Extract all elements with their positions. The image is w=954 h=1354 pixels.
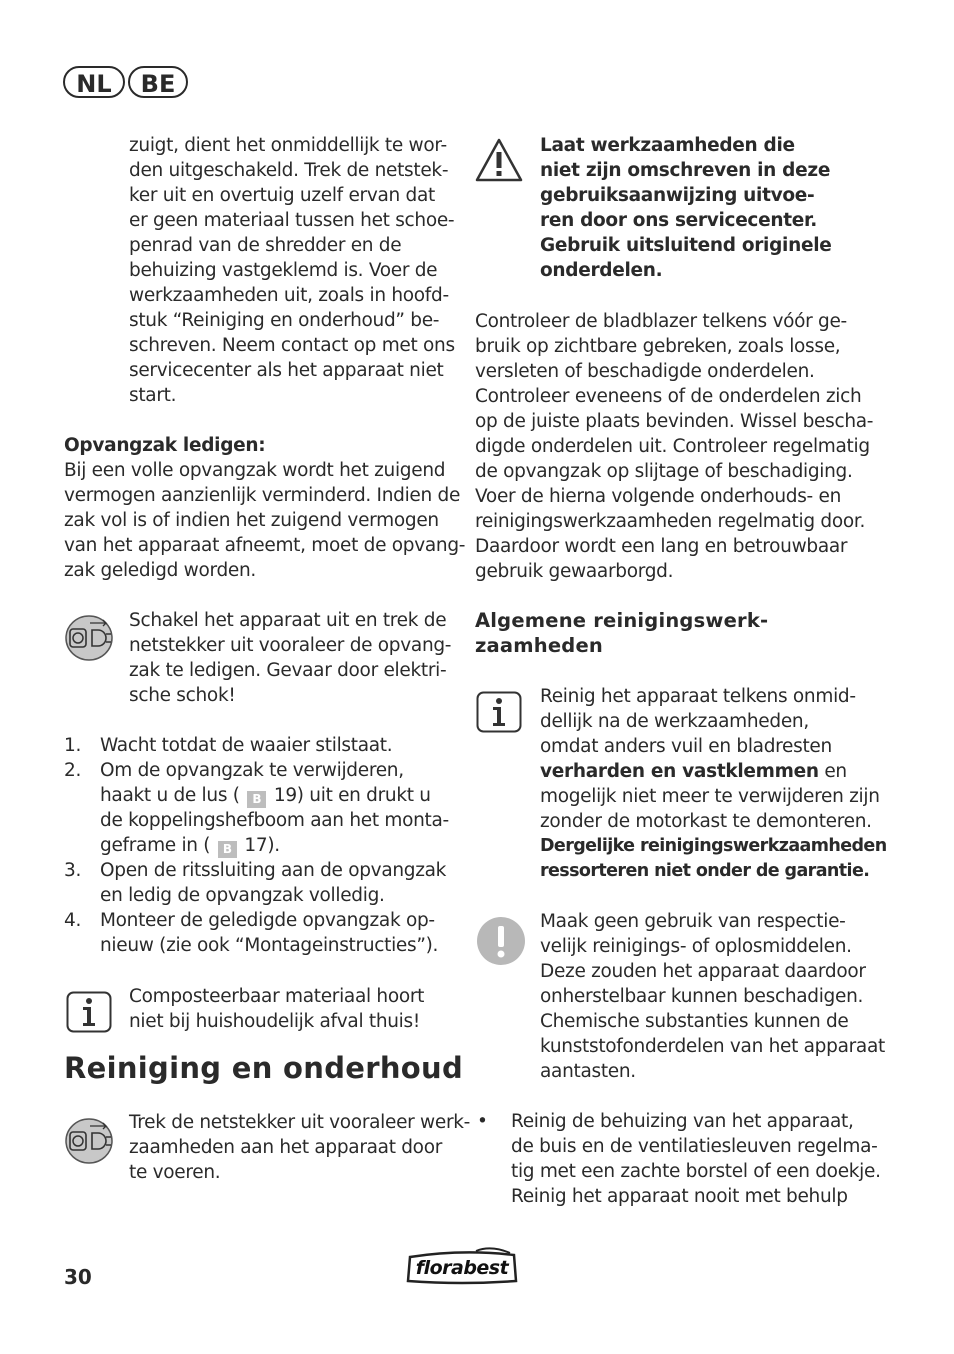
steps-list bbox=[64, 733, 464, 963]
step-text-part: 19) uit en drukt u bbox=[273, 785, 431, 806]
info-note bbox=[540, 684, 887, 884]
warning-triangle-icon bbox=[474, 137, 524, 183]
text-line: Reinig de behuizing van het apparaat, bbox=[511, 1111, 854, 1132]
text-line: Schakel het apparaat uit en trek de bbox=[129, 610, 447, 631]
text-line: gebruiksaanwijzing uitvoe- bbox=[540, 185, 815, 206]
text-line: penrad van de shredder en de bbox=[129, 235, 402, 256]
text-line: Controleer de bladblazer telkens vóór ge- bbox=[475, 311, 847, 332]
text-line: niet zijn omschreven in deze bbox=[540, 160, 831, 181]
text-line: stuk “Reiniging en onderhoud” be- bbox=[129, 310, 440, 331]
text-line: bruik op zichtbare gebreken, zoals losse, bbox=[475, 336, 841, 357]
text-line: mogelijk niet meer te verwijderen zijn bbox=[540, 786, 880, 807]
step-text: en ledig de opvangzak volledig. bbox=[100, 885, 385, 906]
text-line: zak te ledigen. Gevaar door elektri- bbox=[129, 660, 447, 681]
text-line: niet bij huishoudelijk afval thuis! bbox=[129, 1011, 420, 1032]
step-text: Monteer de geledigde opvangzak op- bbox=[100, 910, 435, 931]
emphasis-text: verharden en vastklemmen bbox=[540, 761, 819, 782]
caution-note bbox=[540, 909, 885, 1084]
text-line: Gebruik uitsluitend originele bbox=[540, 235, 832, 256]
text-line: Deze zouden het apparaat daardoor bbox=[540, 961, 866, 982]
step-text: Om de opvangzak te verwijderen, bbox=[100, 760, 404, 781]
step-text bbox=[100, 833, 280, 858]
step-text: nieuw (zie ook “Montageinstructies”). bbox=[100, 935, 439, 956]
text-line: zonder de motorkast te demonteren. bbox=[540, 811, 872, 832]
step-text: de koppelingshefboom aan het monta- bbox=[100, 810, 449, 831]
text-line: Bij een volle opvangzak wordt het zuigend bbox=[64, 460, 446, 481]
text-line: sche schok! bbox=[129, 685, 236, 706]
step-number: 3. bbox=[64, 860, 82, 881]
lang-badge-nl: NL bbox=[63, 66, 125, 98]
intro-paragraph bbox=[129, 133, 455, 408]
text-line: onherstelbaar kunnen beschadigen. bbox=[540, 986, 864, 1007]
text-line bbox=[540, 759, 887, 784]
text-line: start. bbox=[129, 385, 177, 406]
info-icon bbox=[476, 691, 522, 733]
text-line: Reinig het apparaat telkens onmid- bbox=[540, 686, 856, 707]
text-line: onderdelen. bbox=[540, 260, 663, 281]
unplug-note-2 bbox=[129, 1110, 470, 1185]
text-line: te voeren. bbox=[129, 1162, 221, 1183]
text-line: Daardoor wordt een lang en betrouwbaar bbox=[475, 536, 848, 557]
empty-bag-paragraph bbox=[64, 458, 465, 583]
text-line: Composteerbaar materiaal hoort bbox=[129, 986, 425, 1007]
text-line: de opvangzak op slijtage of beschadiging. bbox=[475, 461, 853, 482]
text-line: Voer de hierna volgende onderhouds- en bbox=[475, 486, 842, 507]
section-title: Reiniging en onderhoud bbox=[64, 1051, 464, 1085]
empty-bag-heading: Opvangzak ledigen: bbox=[64, 435, 266, 456]
text-line: Controleer eveneens of de onderdelen zich bbox=[475, 386, 862, 407]
text-line: schreven. Neem contact op met ons bbox=[129, 335, 455, 356]
text-line: van het apparaat afneemt, moet de opvang- bbox=[64, 535, 466, 556]
compost-note bbox=[129, 984, 424, 1034]
unplug-note bbox=[129, 608, 451, 708]
text-line: zuigt, dient het onmiddellijk te wor- bbox=[129, 135, 447, 156]
page-number: 30 bbox=[64, 1265, 92, 1289]
text-line: op de juiste plaats bevinden. Wissel bescha- bbox=[475, 411, 874, 432]
text-line: Dergelijke reinigingswerkzaamheden bbox=[540, 836, 887, 856]
step-number: 4. bbox=[64, 910, 82, 931]
text-line: dellijk na de werkzaamheden, bbox=[540, 711, 809, 732]
caution-exclamation-icon bbox=[477, 917, 525, 965]
step-text-part: haakt u de lus ( bbox=[100, 785, 240, 806]
logo-text: florabest bbox=[415, 1257, 509, 1279]
text-line: velijk reinigings- of oplosmiddelen. bbox=[540, 936, 852, 957]
step-number: 1. bbox=[64, 735, 82, 756]
text-line: ren door ons servicecenter. bbox=[540, 210, 817, 231]
text-line: versleten of beschadigde onderdelen. bbox=[475, 361, 815, 382]
text-line: zaamheden aan het apparaat door bbox=[129, 1137, 443, 1158]
unplug-icon bbox=[64, 614, 114, 662]
bullet-marker: • bbox=[477, 1111, 488, 1132]
heading-line: Algemene reinigingswerk- bbox=[475, 609, 769, 632]
text-line: zak vol is of indien het zuigend vermogen bbox=[64, 510, 439, 531]
text-line: aantasten. bbox=[540, 1061, 636, 1082]
info-icon bbox=[66, 991, 112, 1033]
step-text bbox=[100, 783, 431, 808]
figure-b-icon: B bbox=[247, 791, 266, 808]
florabest-logo bbox=[406, 1247, 518, 1287]
text-line: Laat werkzaamheden die bbox=[540, 135, 795, 156]
heading-line: zaamheden bbox=[475, 634, 603, 657]
step-text: Wacht totdat de waaier stilstaat. bbox=[100, 735, 393, 756]
text-line: reinigingswerkzaamheden regelmatig door. bbox=[475, 511, 866, 532]
text-line: digde onderdelen uit. Controleer regelmatig bbox=[475, 436, 870, 457]
text-line: vermogen aanzienlijk verminderd. Indien de bbox=[64, 485, 461, 506]
text-part: en bbox=[818, 761, 847, 782]
step-text-part: geframe in ( bbox=[100, 835, 211, 856]
text-line: Chemische substanties kunnen de bbox=[540, 1011, 849, 1032]
text-line: ker uit en overtuig uzelf ervan dat bbox=[129, 185, 435, 206]
text-line: de buis en de ventilatiesleuven regelma- bbox=[511, 1136, 878, 1157]
step-number: 2. bbox=[64, 760, 82, 781]
text-line: Trek de netstekker uit vooraleer werk- bbox=[129, 1112, 471, 1133]
text-line: Maak geen gebruik van respectie- bbox=[540, 911, 846, 932]
unplug-icon bbox=[64, 1117, 114, 1165]
text-line: behuizing vastgeklemd is. Voer de bbox=[129, 260, 438, 281]
warning-note bbox=[540, 133, 831, 283]
text-line: er geen materiaal tussen het schoe- bbox=[129, 210, 455, 231]
text-line: Reinig het apparaat nooit met behulp bbox=[511, 1186, 848, 1207]
general-cleaning-heading bbox=[475, 608, 768, 658]
text-line: servicecenter als het apparaat niet bbox=[129, 360, 444, 381]
text-line: den uitgeschakeld. Trek de netstek- bbox=[129, 160, 449, 181]
text-line: gebruik gewaarborgd. bbox=[475, 561, 674, 582]
text-line: kunststofonderdelen van het apparaat bbox=[540, 1036, 885, 1057]
check-paragraph bbox=[475, 309, 873, 584]
text-line: netstekker uit vooraleer de opvang- bbox=[129, 635, 452, 656]
step-text: Open de ritssluiting aan de opvangzak bbox=[100, 860, 447, 881]
lang-badge-be: BE bbox=[128, 66, 188, 98]
text-line: werkzaamheden uit, zoals in hoofd- bbox=[129, 285, 449, 306]
figure-b-icon: B bbox=[218, 841, 237, 858]
text-line: tig met een zachte borstel of een doekje. bbox=[511, 1161, 881, 1182]
step-text-part: 17). bbox=[244, 835, 280, 856]
text-line: zak geledigd worden. bbox=[64, 560, 256, 581]
text-line: omdat anders vuil en bladresten bbox=[540, 736, 832, 757]
bullet-item bbox=[511, 1109, 881, 1209]
text-line: ressorteren niet onder de garantie. bbox=[540, 861, 870, 881]
